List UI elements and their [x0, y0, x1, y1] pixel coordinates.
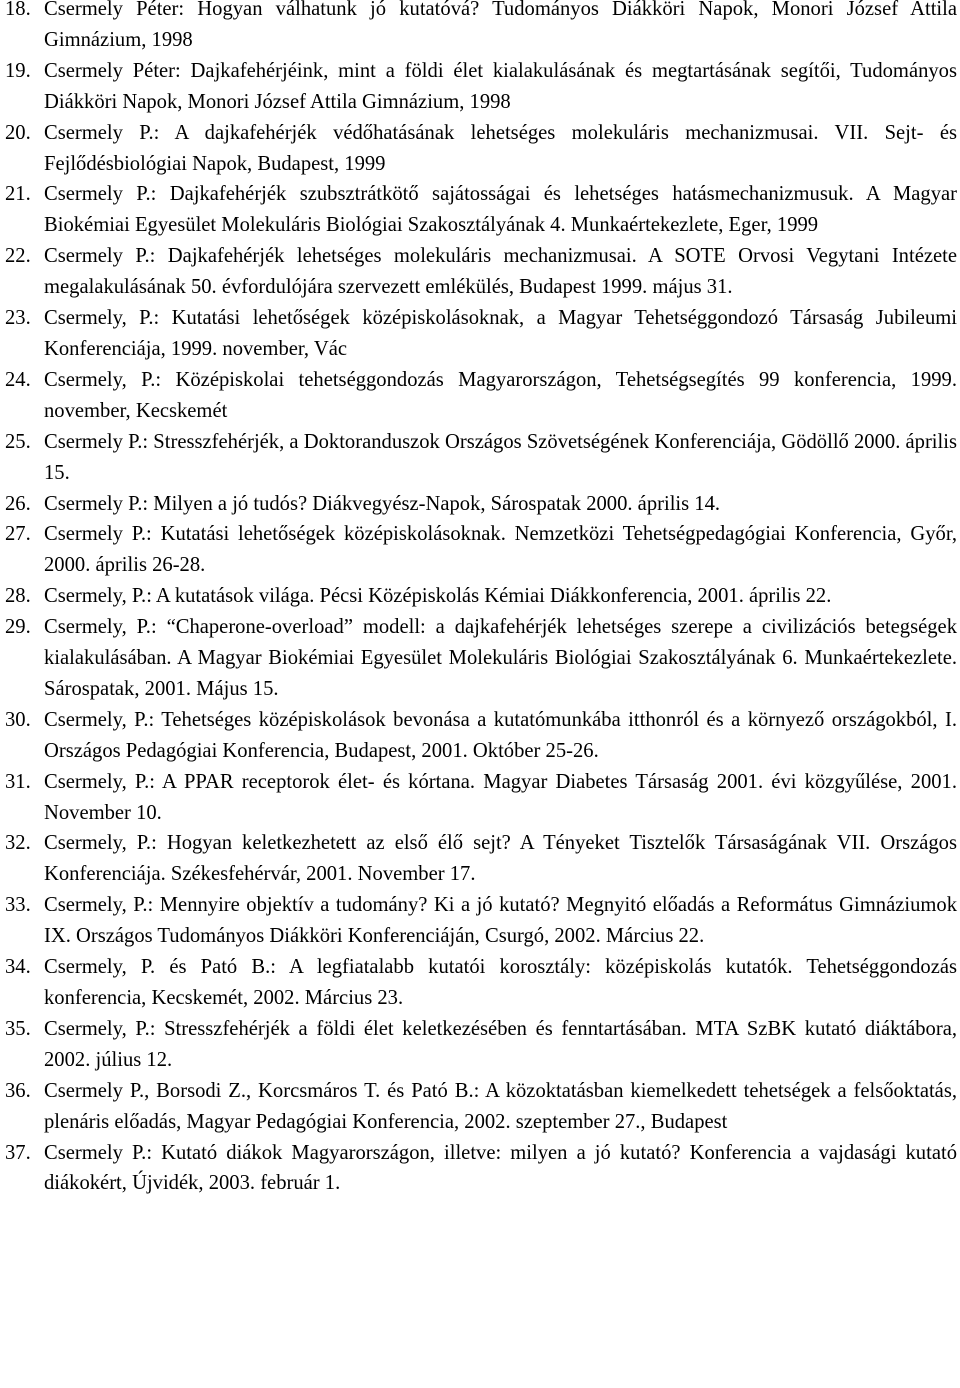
item-number: 33.	[5, 894, 31, 917]
list-item	[5, 612, 957, 705]
item-number: 25.	[5, 430, 31, 453]
list-item	[5, 489, 957, 520]
item-number: 20.	[5, 121, 31, 144]
item-number: 34.	[5, 956, 31, 979]
item-number: 35.	[5, 1017, 31, 1040]
list-item	[5, 1076, 957, 1138]
item-number: 37.	[5, 1141, 31, 1164]
item-text: Csermely, P.: Stresszfehérjék a földi élet keletkezésében és fenntartásában. MTA SzBK kutató diáktábora, 2002. július 12.	[44, 1017, 957, 1071]
item-text: Csermely Péter: Dajkafehérjéink, mint a földi élet kialakulásának és megtartásának segítői, Tudományos Diákköri Napok, Monori József Attila Gimnázium, 1998	[44, 59, 957, 113]
item-number: 22.	[5, 245, 31, 268]
item-number: 29.	[5, 616, 31, 639]
list-item	[5, 1014, 957, 1076]
list-item	[5, 0, 957, 56]
list-item	[5, 241, 957, 303]
item-text: Csermely Péter: Hogyan válhatunk jó kutatóvá? Tudományos Diákköri Napok, Monori József Attila Gimnázium, 1998	[44, 0, 957, 51]
item-text: Csermely, P.: “Chaperone-overload” modell: a dajkafehérjék lehetséges szerepe a civilizációs betegségek kialakulásában. A Magyar Biokémiai Egyesület Molekuláris Biológiai Szakosztályának 6. Munkaértekezlete. Sárospatak, 2001. Május 15.	[44, 616, 957, 700]
item-number: 31.	[5, 770, 31, 793]
item-text: Csermely P.: A dajkafehérjék védőhatásának lehetséges molekuláris mechanizmusai. VII. Sejt- és Fejlődésbiológiai Napok, Budapest, 1999	[44, 121, 957, 175]
list-item	[5, 303, 957, 365]
item-text: Csermely, P.: A kutatások világa. Pécsi Középiskolás Kémiai Diákkonferencia, 2001. április 22.	[44, 585, 832, 608]
list-item	[5, 705, 957, 767]
item-number: 18.	[5, 0, 31, 20]
list-item	[5, 179, 957, 241]
list-item	[5, 890, 957, 952]
item-text: Csermely P.: Dajkafehérjék szubsztrátkötő sajátosságai és lehetséges hatásmechanizmusuk. A Magyar Biokémiai Egyesület Molekuláris Biológiai Szakosztályának 4. Munkaértekezlete, Eger, 1999	[44, 183, 957, 237]
item-number: 26.	[5, 492, 31, 515]
list-item	[5, 952, 957, 1014]
item-text: Csermely, P. és Pató B.: A legfiatalabb kutatói korosztály: középiskolás kutatók. Tehetséggondozás konferencia, Kecskemét, 2002. Március 23.	[44, 956, 957, 1009]
item-number: 28.	[5, 585, 31, 608]
item-text: Csermely, P.: Hogyan keletkezhetett az első élő sejt? A Tényeket Tisztelők Társaságának VII. Országos Konferenciája. Székesfehérvár, 2001. November 17.	[44, 832, 957, 886]
item-number: 21.	[5, 183, 31, 206]
reference-list	[5, 0, 957, 1199]
item-number: 27.	[5, 523, 31, 546]
item-number: 32.	[5, 832, 31, 855]
item-text: Csermely, P.: Tehetséges középiskolások bevonása a kutatómunkába itthonról és a környező országokból, I. Országos Pedagógiai Konferencia, Budapest, 2001. Október 25-26.	[44, 708, 957, 762]
item-text: Csermely P., Borsodi Z., Korcsmáros T. és Pató B.: A közoktatásban kiemelkedett tehetségek a felsőoktatás, plenáris előadás, Magyar Pedagógiai Konferencia, 2002. szeptember 27., Budapest	[44, 1079, 957, 1133]
list-item	[5, 56, 957, 118]
list-item	[5, 427, 957, 489]
item-text: Csermely P.: Dajkafehérjék lehetséges molekuláris mechanizmusai. A SOTE Orvosi Vegytani Intézete megalakulásának 50. évfordulójára szervezett emlékülés, Budapest 1999. május 31.	[44, 245, 957, 299]
item-number: 19.	[5, 59, 31, 82]
item-text: Csermely P.: Kutató diákok Magyarországon, illetve: milyen a jó kutató? Konferencia a vajdasági kutató diákokért, Újvidék, 2003. február 1.	[44, 1141, 957, 1195]
list-item	[5, 365, 957, 427]
item-number: 23.	[5, 307, 31, 330]
item-text: Csermely, P.: Kutatási lehetőségek középiskolásoknak, a Magyar Tehetséggondozó Társaság Jubileumi Konferenciája, 1999. november, Vác	[44, 307, 957, 360]
item-text: Csermely, P.: Mennyire objektív a tudomány? Ki a jó kutató? Megnyitó előadás a Református Gimnáziumok IX. Országos Tudományos Diákköri Konferenciáján, Csurgó, 2002. Március 22.	[44, 894, 957, 948]
item-text: Csermely P.: Kutatási lehetőségek középiskolásoknak. Nemzetközi Tehetségpedagógiai Konferencia, Győr, 2000. április 26-28.	[44, 523, 957, 577]
list-item	[5, 828, 957, 890]
item-number: 24.	[5, 368, 31, 391]
list-item	[5, 581, 957, 612]
list-item	[5, 1138, 957, 1200]
list-item	[5, 118, 957, 180]
list-item	[5, 767, 957, 829]
item-number: 30.	[5, 708, 31, 731]
item-text: Csermely P.: Stresszfehérjék, a Doktoranduszok Országos Szövetségének Konferenciája, Gödöllő 2000. április 15.	[44, 430, 957, 484]
item-number: 36.	[5, 1079, 31, 1102]
item-text: Csermely, P.: Középiskolai tehetséggondozás Magyarországon, Tehetségsegítés 99 konferencia, 1999. november, Kecskemét	[44, 368, 957, 422]
list-item	[5, 519, 957, 581]
item-text: Csermely P.: Milyen a jó tudós? Diákvegyész-Napok, Sárospatak 2000. április 14.	[44, 492, 721, 515]
item-text: Csermely, P.: A PPAR receptorok élet- és kórtana. Magyar Diabetes Társaság 2001. évi közgyűlése, 2001. November 10.	[44, 770, 957, 824]
